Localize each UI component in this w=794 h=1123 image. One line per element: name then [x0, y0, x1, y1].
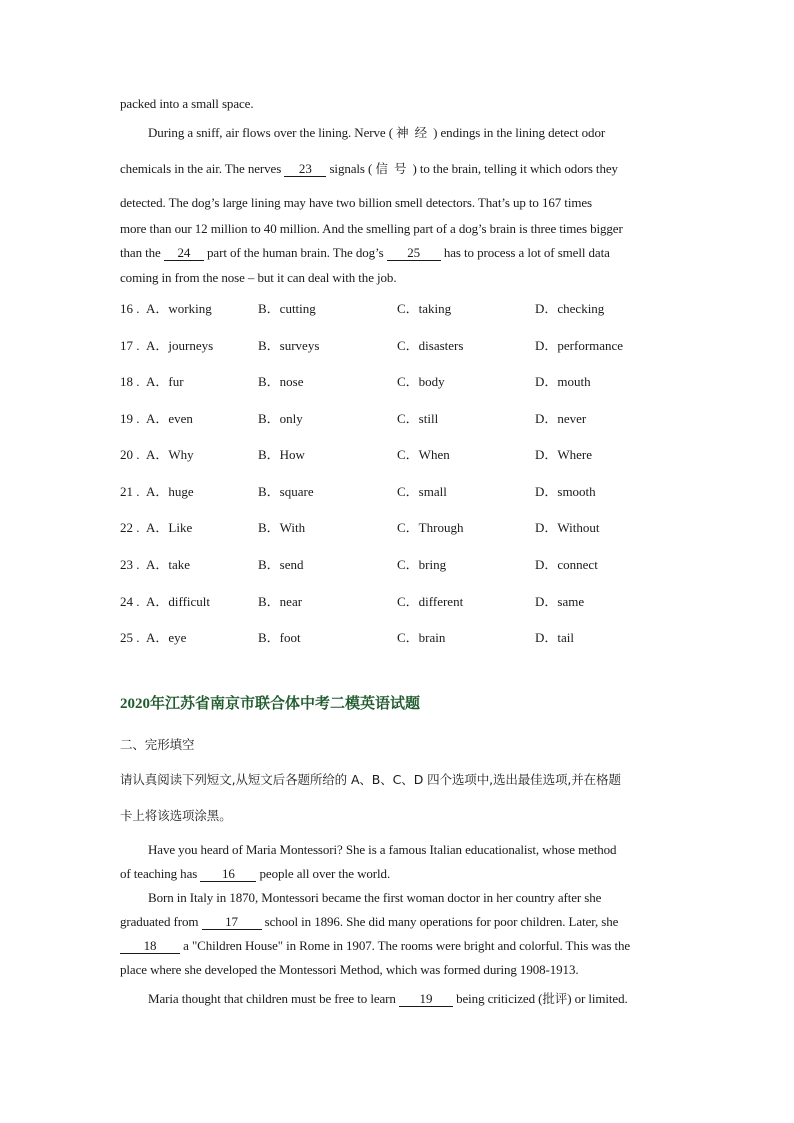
question-number: 25 . — [120, 630, 140, 645]
option-row — [120, 593, 680, 611]
option-d[interactable]: D．Where — [535, 447, 593, 462]
section-title-year: 2020 — [120, 696, 150, 712]
passage-line — [120, 269, 676, 287]
option-c[interactable]: C．still — [397, 411, 439, 426]
part-label: 二、完形填空 — [120, 737, 195, 752]
passage-text: chemicals in the air. The nerves — [120, 161, 285, 176]
passage-text: of teaching has — [120, 866, 201, 881]
passage-text: ) endings in the lining detect odor — [433, 125, 606, 140]
option-d[interactable]: D．tail — [535, 630, 574, 645]
option-b[interactable]: B．cutting — [258, 301, 316, 316]
option-c[interactable]: C．taking — [397, 301, 452, 316]
blank-19: 19 — [399, 992, 453, 1007]
passage-line — [148, 889, 676, 907]
passage-text: signals ( — [326, 161, 373, 176]
passage-text: Born in Italy in 1870, Montessori became the first woman doctor in her country after she — [148, 890, 602, 905]
option-b[interactable]: B．surveys — [258, 338, 320, 353]
blank-24: 24 — [164, 246, 204, 261]
passage-text: ) to the brain, telling it which odors they — [412, 161, 618, 176]
option-a[interactable]: A．huge — [146, 484, 194, 499]
option-a[interactable]: A．even — [146, 411, 193, 426]
passage-line — [120, 160, 676, 178]
passage-text: During a sniff, air flows over the lining. Nerve ( — [148, 125, 393, 140]
passage-text: place where she developed the Montessori Method, which was formed during 1908-1913. — [120, 962, 579, 977]
option-a[interactable]: A．journeys — [146, 338, 214, 353]
passage-text: people all over the world. — [256, 866, 391, 881]
question-number: 23 . — [120, 557, 140, 572]
option-d[interactable]: D．checking — [535, 301, 605, 316]
option-row — [120, 373, 680, 391]
option-b[interactable]: B．foot — [258, 630, 301, 645]
instruction-line — [120, 771, 676, 789]
passage-line — [120, 961, 676, 979]
passage-line — [120, 220, 676, 238]
passage-text: graduated from — [120, 914, 202, 929]
option-c[interactable]: C．bring — [397, 557, 447, 572]
option-d[interactable]: D．performance — [535, 338, 624, 353]
blank-25: 25 — [387, 246, 441, 261]
option-row — [120, 337, 680, 355]
passage-text: school in 1896. She did many operations for poor children. Later, she — [261, 914, 619, 929]
instruction-text: 卡上将该选项涂黑。 — [120, 808, 232, 823]
option-b[interactable]: B．With — [258, 520, 306, 535]
passage-text: a "Children House" in Rome in 1907. The rooms were bright and colorful. This was the — [180, 938, 631, 953]
option-row — [120, 300, 680, 318]
blank-16: 16 — [200, 867, 256, 882]
option-c[interactable]: C．small — [397, 484, 447, 499]
option-d[interactable]: D．same — [535, 594, 585, 609]
option-a[interactable]: A．take — [146, 557, 191, 572]
passage-text: coming in from the nose – but it can deal with the job. — [120, 270, 397, 285]
option-d[interactable]: D．mouth — [535, 374, 591, 389]
part-heading — [120, 736, 676, 754]
question-number: 19 . — [120, 411, 140, 426]
instruction-text: 请认真阅读下列短文,从短文后各题所给的 A、B、C、D 四个选项中,选出最佳选项,并在格题 — [120, 772, 621, 787]
passage-text: part of the human brain. The dog’s — [203, 245, 387, 260]
option-row — [120, 629, 680, 647]
passage-text: than the — [120, 245, 164, 260]
option-row — [120, 519, 680, 537]
passage-text: has to process a lot of smell data — [440, 245, 610, 260]
passage-text: packed into a small space. — [120, 96, 254, 111]
passage-line — [120, 95, 676, 113]
passage-text: ) or limited. — [567, 991, 628, 1006]
passage-line — [120, 937, 676, 955]
option-b[interactable]: B．nose — [258, 374, 304, 389]
option-b[interactable]: B．only — [258, 411, 303, 426]
option-d[interactable]: D．Without — [535, 520, 600, 535]
option-c[interactable]: C．body — [397, 374, 445, 389]
passage-line — [120, 194, 676, 212]
option-d[interactable]: D．connect — [535, 557, 598, 572]
passage-text: more than our 12 million to 40 million. And the smelling part of a dog’s brain is three times bigger — [120, 221, 623, 236]
option-row — [120, 410, 680, 428]
chinese-gloss: 批评 — [542, 991, 568, 1006]
option-a[interactable]: A．difficult — [146, 594, 211, 609]
option-row — [120, 556, 680, 574]
option-b[interactable]: B．How — [258, 447, 305, 462]
option-c[interactable]: C．Through — [397, 520, 464, 535]
section-title — [120, 692, 420, 713]
option-b[interactable]: B．near — [258, 594, 303, 609]
instruction-line — [120, 807, 676, 825]
option-d[interactable]: D．never — [535, 411, 587, 426]
option-b[interactable]: B．square — [258, 484, 314, 499]
option-a[interactable]: A．Like — [146, 520, 193, 535]
blank-18: 18 — [120, 939, 180, 954]
passage-line — [120, 865, 676, 883]
question-number: 24 . — [120, 594, 140, 609]
option-a[interactable]: A．Why — [146, 447, 194, 462]
blank-17: 17 — [202, 915, 262, 930]
option-c[interactable]: C．When — [397, 447, 450, 462]
section-title-text: 年江苏省南京市联合体中考二模英语试题 — [150, 694, 421, 712]
passage-line — [120, 913, 676, 931]
option-d[interactable]: D．smooth — [535, 484, 596, 499]
question-number: 16 . — [120, 301, 140, 316]
question-number: 21 . — [120, 484, 140, 499]
passage-text: Maria thought that children must be free to learn — [148, 991, 399, 1006]
passage-line — [148, 124, 704, 142]
option-c[interactable]: C．brain — [397, 630, 446, 645]
passage-line — [120, 244, 676, 262]
option-a[interactable]: A．working — [146, 301, 212, 316]
question-number: 17 . — [120, 338, 140, 353]
option-row — [120, 483, 680, 501]
option-c[interactable]: C．different — [397, 594, 464, 609]
blank-23: 23 — [284, 162, 326, 177]
passage-text: being criticized ( — [452, 991, 543, 1006]
option-a[interactable]: A．fur — [146, 374, 184, 389]
passage-line — [148, 841, 676, 859]
chinese-gloss: 神经 — [396, 125, 434, 140]
passage-line — [148, 990, 676, 1008]
option-a[interactable]: A．eye — [146, 630, 187, 645]
passage-text: detected. The dog’s large lining may have two billion smell detectors. That’s up to 167 times — [120, 195, 592, 210]
option-c[interactable]: C．disasters — [397, 338, 464, 353]
question-number: 22 . — [120, 520, 140, 535]
question-number: 18 . — [120, 374, 140, 389]
question-number: 20 . — [120, 447, 140, 462]
option-row — [120, 446, 680, 464]
option-b[interactable]: B．send — [258, 557, 304, 572]
chinese-gloss: 信号 — [375, 161, 413, 176]
passage-text: Have you heard of Maria Montessori? She is a famous Italian educationalist, whose method — [148, 842, 617, 857]
